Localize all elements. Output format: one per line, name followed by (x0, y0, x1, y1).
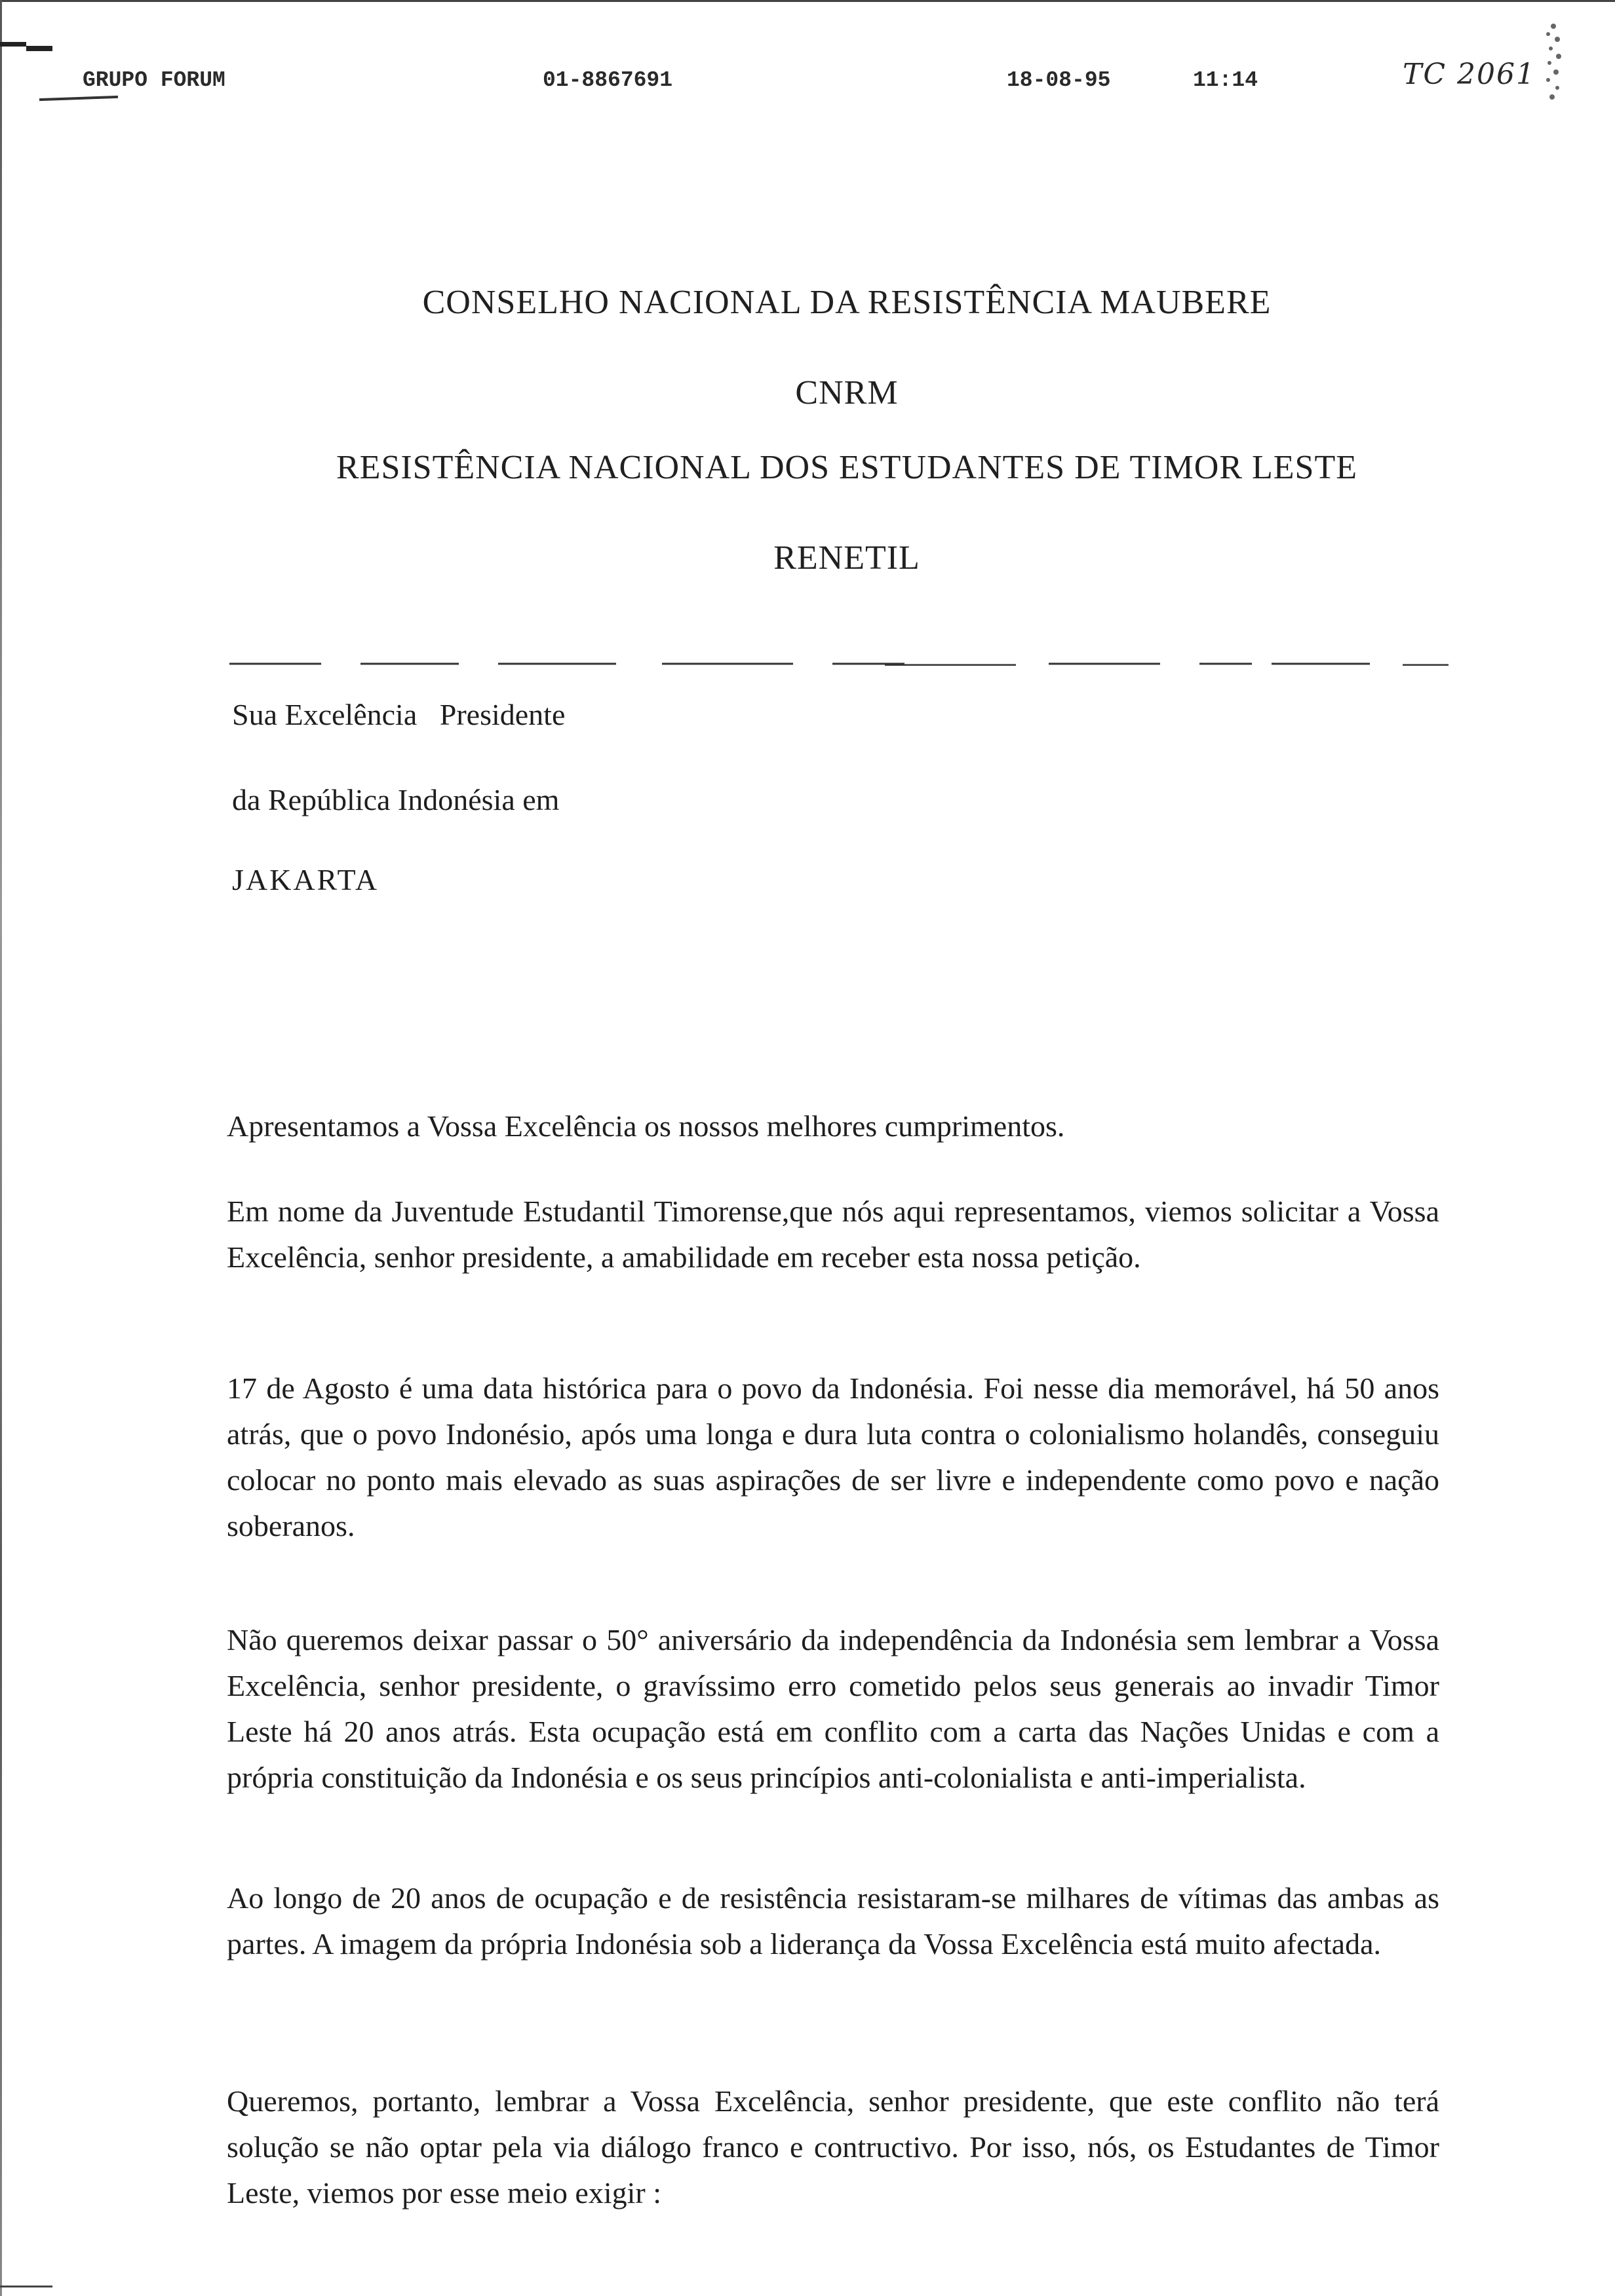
page-border-top (0, 0, 1615, 2)
fax-sender: GRUPO FORUM (83, 68, 225, 92)
petition-paragraph: Em nome da Juventude Estudantil Timorense,que nós aqui representamos, viemos solicitar a Vossa Excelência, senhor presidente, a amabilidade em receber esta nossa petição. (227, 1195, 1439, 1274)
fax-mark-icon (0, 38, 52, 55)
stamp-edge-icon (1540, 20, 1566, 105)
handwritten-reference-code: TC 2061 (1403, 58, 1536, 91)
fax-date: 18-08-95 (1007, 68, 1111, 92)
fax-time: 11:14 (1193, 68, 1258, 92)
addressee-city: JAKARTA (232, 863, 379, 896)
greeting-paragraph: Apresentamos a Vossa Excelência os nossos melhores cumprimentos. (227, 1109, 1065, 1143)
fax-number: 01-8867691 (543, 68, 673, 92)
page-border-left (0, 0, 2, 2296)
student-org-heading: RESISTÊNCIA NACIONAL DOS ESTUDANTES DE TIMOR LESTE (336, 449, 1357, 486)
fax-header (0, 68, 1615, 107)
dashed-separator (229, 662, 1449, 666)
organization-acronym: CNRM (795, 374, 899, 411)
student-org-acronym: RENETIL (773, 539, 920, 577)
victims-paragraph: Ao longo de 20 anos de ocupação e de resistência resistaram-se milhares de vítimas das ambas as partes. A imagem da própria Indonésia sob a liderança da Vossa Excelência está muito afectada. (227, 1881, 1439, 1961)
addressee-line-2: da República Indonésia em (232, 783, 560, 816)
occupation-paragraph: Não queremos deixar passar o 50° aniversário da independência da Indonésia sem lembrar a Vossa Excelência, senhor presidente, o gravíssimo erro cometido pelos seus generais ao invadir Timor Leste há 20 anos atrás. Esta ocupação está em conflito com a carta das Nações Unidas e com a própria constituição da Indonésia e os seus princípios anti-colonialista e anti-imperialista. (227, 1623, 1439, 1794)
independence-paragraph: 17 de Agosto é uma data histórica para o povo da Indonésia. Foi nesse dia memorável, há 50 anos atrás, que o povo Indonésio, após uma longa e dura luta contra o colonialismo holandês, conseguiu colocar no ponto mais elevado as suas aspirações de ser livre e independente como povo e nação soberanos. (227, 1371, 1439, 1542)
organization-heading: CONSELHO NACIONAL DA RESISTÊNCIA MAUBERE (422, 284, 1272, 321)
demand-paragraph: Queremos, portanto, lembrar a Vossa Excelência, senhor presidente, que este conflito não terá solução se não optar pela via diálogo franco e contructivo. Por isso, nós, os Estudantes de Timor Leste, viemos por esse meio exigir : (227, 2084, 1439, 2210)
addressee-line-1: Sua Excelência Presidente (232, 698, 566, 731)
page-edge-mark (0, 2286, 52, 2287)
